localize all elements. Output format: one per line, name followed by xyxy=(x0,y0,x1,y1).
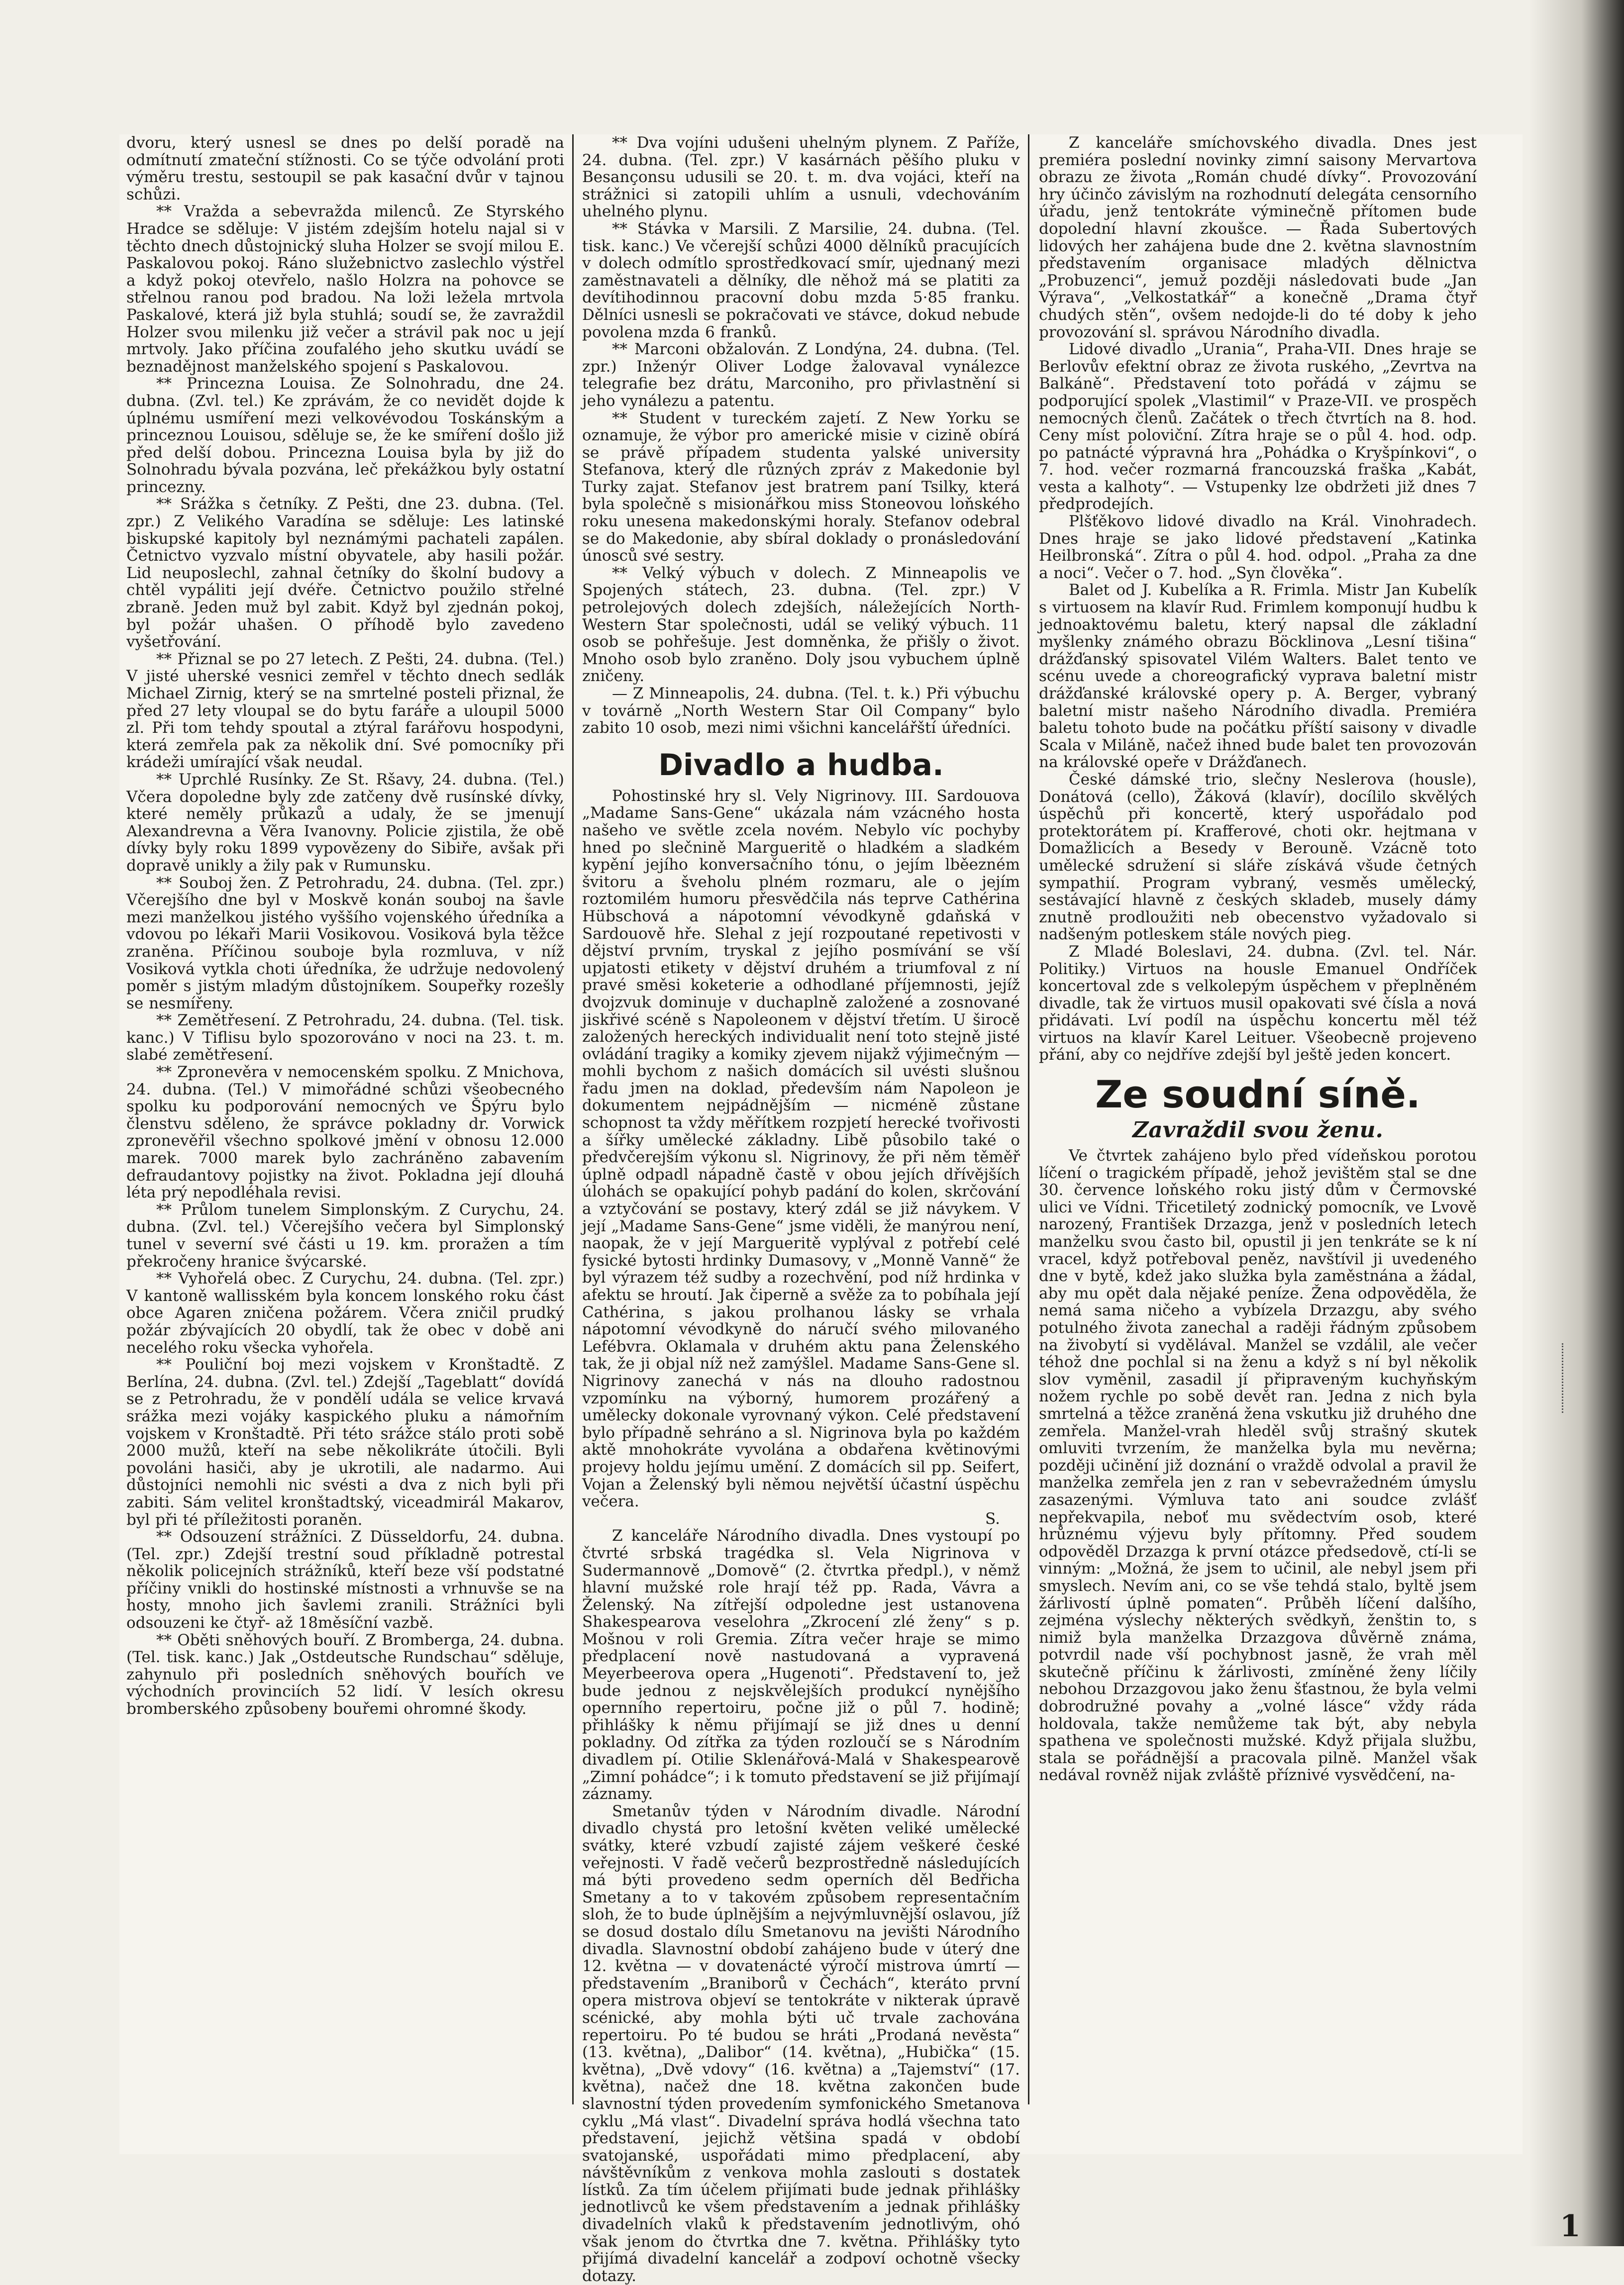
article: Pohostinské hry sl. Vely Nigrinovy. III. Sardouova „Madame Sans-Gene“ ukázala nám vzácného hosta našeho ve světle zcela novém. Nebylo víc pochyby hned po slečnině Margueritě o hladkém a sladkém kypění jejího konversačního tónu, o jejím lběezném švitoru a šveholu plném rozmaru, ale o jejím roztomilém humoru přesvědčila nás teprve Cathérina Hübschová a nápotomní vévodkyně gdaňská v Sardouově hře. Slehal z její rozpoutané repetivosti v dějství prvním, tryskal z jejího posmívání se vší upjatosti etikety v dějství druhém a triumfoval z ní pravé směsi koketerie a odhodlané příjemnosti, jejíž dvojzvuk dominuje v duchaplně založené a zosnované jiskřivé scéně s Napoleonem v dějství třetím. U širocě založených hereckých individualit není toto stejně jisté ovládání tragiky a komiky zjevem nijakž výjimečným — mohli bychom z našich domácích sil uvésti slušnou řadu jmen na doklad, především nám Napoleon je dokumentem nejpádnějším — nicméně zůstane schopnost ta vždy měřítkem rozpjetí herecké tvořivosti a šířky umělecké základny. Libě působilo také o předvčerejším výkonu sl. Nigrinovy, že při něm těměř úplně odpadl nápadně častě v obou jejích dřívějších úlohách se opakující pohyb padání do kolen, skrčování a vztyčování se postavy, který zdál se již návykem. V její „Madame Sans-Gene“ jsme viděli, že manýrou není, naopak, že v její Margueritě vyplýval z potřebí celé fysické bytosti hrdinky Dumasovy, v „Monně Vanně“ že byl výrazem též sudby a rozechvění, pod níž hrdinka v afektu se hroutí. Jak čiperně a svěže za to pobíhala její Cathérina, s jakou prolhanou lásky se vrhala nápotomní vévodkyně do náručí svého milovaného Lefébvra. Oklamala v druhém aktu pana Želenského tak, že ji objal níž než zamýšlel. Madame Sans-Gene sl. Nigrinovy zanechá v nás na dlouho radostnou vzpomínku na výborný, humorem prozářený a umělecky dokonale vyrovnaný výkon. Celé představení bylo případně sehráno a sl. Nigrinova byla po každém aktě mnohokráte vyvolána a obdařena květinovými projevy holdu jejímu umění. Z domácích sil pp. Seifert, Vojan a Želenský byli němou největší účastní úspěchu večera. xyxy=(582,787,1020,1511)
article: ** Uprchlé Rusínky. Ze St. Ršavy, 24. dubna. (Tel.) Včera dopoledne byly zde zatčeny dvě rusínské dívky, které neměly průkazů a udaly, že se jmenují Alexandrevna a Věra Ivanovny. Policie zjistila, že obě dívky byly roku 1899 vypovězeny do Sibiře, avšak při dopravě unikly a žily pak v Rumunsku. xyxy=(126,770,564,875)
article: Z Mladé Boleslavi, 24. dubna. (Zvl. tel. Nár. Politiky.) Virtuos na housle Emanuel Ondříček koncertoval zde s velkolepým úspěchem v přeplněném divadle, tak že virtuos musil opakovati své čísla a nová přidávati. Lví podíl na úspěchu koncertu měl též virtuos na klavír Karel Leituer. Všeobecně projeveno přání, aby co nejdříve zdejší byl ještě jeden koncert. xyxy=(1039,942,1477,1064)
article: ** Průlom tunelem Simplonským. Z Curychu, 24. dubna. (Zvl. tel.) Včerejšího večera byl Simplonský tunel v severní své části u 19. km. proražen a tím překročeny hranice švýcarské. xyxy=(126,1200,564,1271)
column-divider xyxy=(572,134,574,2104)
article: Z kanceláře smíchovského divadla. Dnes jest premiéra poslední novinky zimní saisony Mervartova obrazu ze života „Román chudé dívky“. Provozování hry účinčo závislým na rozhodnutí delegáta censorního úřadu, jenž tentokráte výminečně přítomen bude dopolední hlavní zkoušce. — Řada Subertových lidových her zahájena bude dne 2. května slavnostním představením organisace mladých dělnictva „Probuzenci“, jemuž později následovati bude „Jan Výrava“, „Velkostatkář“ a konečně „Drama čtyř chudých stěn“, ovšem nedojde-li do té doby k jeho provozování sl. správou Národního divadla. xyxy=(1039,134,1477,341)
article: ** Srážka s četníky. Z Pešti, dne 23. dubna. (Tel. zpr.) Z Velikého Varadína se sděluje: Les latinské biskupské kapitoly byl neznámými pachateli zapálen. Četnictvo vyzvalo místní obyvatele, aby hasili požár. Lid neuposlechl, zahnal četníky do školní budovy a chtěl vypáliti její dvéře. Četnictvo použilo střelné zbraně. Jeden muž byl zabit. Když byl zjednán pokoj, byl požár uhašen. O příhodě bylo zavedeno vyšetřování. xyxy=(126,495,564,651)
article: Plšťěkovo lidové divadlo na Král. Vinohradech. Dnes hraje se jako lidové představení „Katinka Heilbronská“. Zítra o půl 4. hod. odpol. „Praha za dne a noci“. Večer o 7. hod. „Syn člověka“. xyxy=(1039,512,1477,582)
article: ** Pouliční boj mezi vojskem v Kronštadtě. Z Berlína, 24. dubna. (Zvl. tel.) Zdejší „Tageblatt“ dovídá se z Petrohradu, že v pondělí udála se velice krvavá srážka mezi vojáky kaspického pluku a námořním vojskem v Kronštadtě. Při této srážce stálo proti sobě 2000 mužů, kteří na sebe několikráte útočili. Byli povoláni hasiči, aby je ukrotili, ale nadarmo. Aui důstojníci nemohli nic svésti a dva z nich byli při zabiti. Sám velitel kronštadtský, viceadmirál Makarov, byl při té příležitosti poraněn. xyxy=(126,1356,564,1529)
article: Z kanceláře Národního divadla. Dnes vystoupí po čtvrté srbská tragédka sl. Vela Nigrinova v Sudermannově „Domově“ (2. čtvrtka předpl.), v němž hlavní mužské role hrají též pp. Rada, Vávra a Želenský. Na zítřejší odpoledne jest ustanovena Shakespearova veselohra „Zkrocení zlé ženy“ s p. Mošnou v roli Gremia. Zítra večer hraje se mimo předplacení nově nastudovaná a vypravená Meyerbeerova opera „Hugenoti“. Představení to, jež bude jednou z nejskvělejších produkcí nynějšího opernního repertoiru, počne již o půl 7. hodině; přihlášky k němu přijímají se již dnes u denní pokladny. Od zítřka za týden rozloučí se s Národním divadlem pí. Otilie Sklenářová-Malá v Shakespearově „Zimní pohádce“; i k tomuto představení se již přijímají záznamy. xyxy=(582,1527,1020,1803)
article: České dámské trio, slečny Neslerova (housle), Donátová (cello), Žáková (klavír), docílilo skvělých úspěchů při koncertě, který uspořádalo pod protektorátem pí. Krafferové, choti okr. hejtmana v Domažlicích a Besedy v Berouně. Vzácně toto umělecké sdružení si sláře získává všude četných sympathií. Program vybraný, vesměs umělecký, sestávající hlavně z českých skladeb, musely dámy znutně prodloužiti neb obecenstvo vyžadovalo si nadšeným potleskem stále nových pieg. xyxy=(1039,770,1477,944)
article: ** Velký výbuch v dolech. Z Minneapolis ve Spojených státech, 23. dubna. (Tel. zpr.) V petrolejových dolech zdejších, náležejících North-Western Star společnosti, udál se veliký výbuch. 11 osob se pohřešuje. Jest domněnka, že přišly o život. Mnoho osob bylo zraněno. Doly jsou vybuchem úplně zničeny. xyxy=(582,564,1020,686)
folio-mark: 1 xyxy=(1560,2209,1581,2244)
newspaper-page xyxy=(119,134,1522,2285)
scan-artifact xyxy=(1562,1343,1575,1413)
article: Balet od J. Kubelíka a R. Frimla. Mistr Jan Kubelík s virtuosem na klavír Rud. Frimlem komponují hudbu k jednoaktovému baletu, který napsal dle základní myšlenky známého obrazu Böcklinova „Lesní tišina“ drážďanský spisovatel Vilém Walters. Balet tento ve scénu uvede a choreografický vyprava baletní mistr drážďanské královské opery p. A. Berger, vybraný baletní mistr našeho Národního divadla. Premiéra baletu tohoto bude na počátku příští saisony v divadle Scala v Miláně, načež ihned bude balet ten provozován na královské opeře v Drážďanech. xyxy=(1039,581,1477,772)
article: dvoru, který usnesl se dnes po delší poradě na odmítnutí zmateční stížnosti. Co se týče odvolání proti výměru trestu, sestoupil se pak kasační dvůr v tajnou schůzi. xyxy=(126,134,564,203)
article: ** Přiznal se po 27 letech. Z Pešti, 24. dubna. (Tel.) V jisté uherské vesnici zemřel v těchto dnech sedlák Michael Zirnig, který se na smrtelné posteli přiznal, že před 27 lety vloupal se do bytu faráře a uloupil 5000 zl. Při tom tehdy spoutal a ztýral farářovu hospodyni, která zemřela pak za několik dní. Své pomocníky při krádeži umírající však neudal. xyxy=(126,650,564,772)
column-divider xyxy=(1028,134,1029,2104)
column-middle xyxy=(582,134,1020,2285)
column-left xyxy=(126,134,564,2099)
article: ** Vražda a sebevražda milenců. Ze Styrského Hradce se sděluje: V jistém zdejším hotelu najal si v těchto dnech důstojnický sluha Holzer se svojí milou E. Paskalovou pokoj. Ráno služebnictvo zaslechlo výstřel a když pokoj otevřelo, našlo Holzra na pohovce se střelnou ranou pod bradou. Na loži ležela mrtvola Paskalové, která již byla stuhlá; soudí se, že zavraždil Holzer svou milenku již večer a strávil pak noc u její mrtvoly. Jako příčina zoufalého jeho skutku uvádí se beznadějnost manželského spojení s Paskalovou. xyxy=(126,202,564,376)
article: ** Student v tureckém zajetí. Z New Yorku se oznamuje, že výbor pro americké misie v cizině obírá se právě případem studenta yalské university Stefanova, který dle různých zpráv z Makedonie byl Turky zajat. Stefanov jest bratrem paní Tsilky, která byla společně s misionářkou miss Stoneovou loňského roku unesena makedonskými horaly. Stefanov odebral se do Makedonie, aby sbíral doklady o pronásledování únosců své sestry. xyxy=(582,409,1020,565)
article: ** Oběti sněhových bouří. Z Bromberga, 24. dubna. (Tel. tisk. kanc.) Jak „Ostdeutsche Rundschau“ sděluje, zahynulo při posledních sněhových bouřích ve východních provinciích 52 lidí. V lesích okresu bromberského způsobeny bouřemi ohromné škody. xyxy=(126,1631,564,1718)
article: ** Zpronevěra v nemocenském spolku. Z Mnichova, 24. dubna. (Tel.) V mimořádné schůzi všeobecného spolku ku podporování nemocných ve Špýru bylo členstvu sděleno, že správce pokladny dr. Vorwick zpronevěřil všechno spolkové jmění v obnosu 12.000 marek. 7000 marek bylo zachráněno zabavením defraudantovy pojistky na život. Pokladna její dlouhá léta prý nepodléhala revisi. xyxy=(126,1063,564,1202)
section-heading-court: Ze soudní síně. xyxy=(1095,1072,1421,1117)
article: Smetanův týden v Národním divadle. Národní divadlo chystá pro letošní květen veliké umělecké svátky, které vzbudí zajisté zájem veškeré české veřejnosti. V řadě večerů bezprostředně následujících má býti provedeno sedm operních děl Bedřicha Smetany a to v takovém způsobem representačním sloh, že to bude úplnějším a nejvýmluvnější oslavou, jíž se dosud dostalo dílu Smetanovu na jevišti Národního divadla. Slavnostní období zahájeno bude v úterý dne 12. května — v dovatenácté výročí mistrova úmrtí — představením „Braniborů v Čechách“, kteráto první opera mistrova objeví se tentokráte v nikterak úpravě scénické, aby mohla býti uč trvale zachována repertoiru. Po té budou se hráti „Prodaná nevěsta“ (13. května), „Dalibor“ (14. května), „Hubička“ (15. května), „Dvě vdovy“ (16. května) a „Tajemství“ (17. května), načež dne 18. května zakončen bude slavnostní týden provedením symfonického Smetanova cyklu „Má vlast“. Divadelní správa hodlá všechna tato představení, jejichž většina spadá v období svatojanské, uspořádati mimo předplacení, aby návštěvníkům z venkova mohla zaslouti s dostatek lístků. Za tím účelem přijímati bude jednak přihlášky jednotlivců ke všem představením a jednak přihlášky divadelních vlaků k představením jednotlivým, ohó však jenom do čtvrtka dne 7. května. Přihlášky tyto přijímá divadelní kancelář a zodpoví ochotně všecky dotazy. xyxy=(582,1802,1020,2285)
article: ** Vyhořelá obec. Z Curychu, 24. dubna. (Tel. zpr.) V kantoně wallisském byla koncem lonského roku část obce Agaren zničena požárem. Včera zničil prudký požár zbývajících 20 obydlí, tak že obec v době ani necelého roku všecka vyhořela. xyxy=(126,1270,564,1357)
article: ** Souboj žen. Z Petrohradu, 24. dubna. (Tel. zpr.) Včerejšího dne byl v Moskvě konán souboj na šavle mezi manželkou jistého vyššího vojenského úředníka a vdovou po lékaři Marii Vosikovou. Vosiková byla těžce zraněna. Příčinou souboje byla rozmluva, v níž Vosiková vytkla choti úředníka, že udržuje nedovolený poměr s jistým mladým důstojníkem. Soupeřky rozešly se nesmířeny. xyxy=(126,874,564,1012)
article: Lidové divadlo „Urania“, Praha-VII. Dnes hraje se Berlovův efektní obraz ze života ruského, „Zevrtva na Balkáně“. Představení toto pořádá v zájmu se podporující spolek „Vlastimil“ v Praze-VII. ve prospěch nemocných členů. Začátek o třech čtvrtích na 8. hod. Ceny míst poloviční. Zítra hraje se o půl 4. hod. odp. po patnácté výpravná hra „Pohádka o Kryšpínkovi“, o 7. hod. večer rozmarná francouzská fraška „Kabát, vesta a kalhoty“. — Vstupenky lze obdržeti již dnes 7 předprodejích. xyxy=(1039,340,1477,513)
article-subheading: Zavraždil svou ženu. xyxy=(1132,1117,1383,1143)
page-edge-shadow xyxy=(1529,0,1624,2246)
article: ** Stávka v Marsili. Z Marsilie, 24. dubna. (Tel. tisk. kanc.) Ve včerejší schůzi 4000 dělníků pracujících v dolech odmítlo sprostředkovací smír, ujednaný mezi zaměstnavateli a dělníky, dle něhož má se platiti za devítihodinnou pracovní dobu mzda 5·85 franku. Dělníci usnesli se pokračovati ve stávce, dokud nebude povolena mzda 6 franků. xyxy=(582,219,1020,341)
article: — Z Minneapolis, 24. dubna. (Tel. t. k.) Při výbuchu v továrně „North Western Star Oil Company“ bylo zabito 10 osob, mezi nimi všichni kancelářští úředníci. xyxy=(582,685,1020,737)
article: Ve čtvrtek zahájeno bylo před vídeňskou porotou líčení o tragickém případě, jehož jevištěm stal se dne 30. července loňského roku jistý dům v Čermovské ulici ve Vídni. Třicetiletý zodnický pomocník, ve Lvově narozený, František Drzazga, jenž v posledních letech manželku svou často bil, opustil ji jen tenkráte se k ní vracel, když potřeboval peněz, navštívil ji uvedeného dne v bytě, kdež jako služka byla zaměstnána a žádal, aby mu opět dala nějaké peníze. Žena odpověděla, že nemá sama ničeho a vybízela Drzazgu, aby svého potulného života zanechal a raději řádným způsobem na živobytí si vydělával. Manžel se vzdálil, ale večer téhož dne pochlal si na ženu a když s ní byl několik slov vyměnil, zasadil jí připraveným kuchyňským nožem rychle po sobě devět ran. Jedna z nich byla smrtelná a těžce zraněná žena vskutku již druhého dne zemřela. Manžel-vrah hleděl svůj strašný skutek omluviti tvrzením, že manželka byla mu nevěrna; později učinění již doznání o vraždě odvolal a pravil že manželka zemřela jen z ran v sebevražedném úmyslu zasazenými. Výmluva tato ani soudce zvlášť nepřekvapila, neboť mu svědectvím osob, které hrůznému výjevu byly přítomny. Před soudem odpověděl Drzazga k první otázce předsedově, ctí-li se vinným: „Možná, že jsem to učinil, ale nebyl jsem při smyslech. Nevím ani, co se vše tehdá stalo, byltě jsem žárlivostí úplně pomaten“. Průběh líčení dalšího, zejména výslechy některých svědkyň, ženštin to, s nimiž byla manželka Drzazgova důvěrně známa, potvrdil nade vší pochybnost jasně, že vrah měl skutečně příčinu k žárlivosti, zmíněné ženy líčily nebohou Drzazgovou jako ženu šťastnou, že byla velmi dobrodružné povahy a „volné lásce“ vždy ráda holdovala, takže nemůžeme tak být, aby nebyla spathena ve společnosti mužské. Když přijala službu, stala se pořádnější a pracovala pilně. Manžel však nedával rovněž nijak zvláště příznivé vysvědčení, na- xyxy=(1039,1147,1477,1785)
article: ** Odsouzení strážníci. Z Düsseldorfu, 24. dubna. (Tel. zpr.) Zdejší trestní soud příkladně potrestal několik policejních strážníků, kteří beze vší podstatné příčiny vnikli do hostinské místnosti a vrhnuvše se na hosty, mnoho jich šavlemi zranili. Strážníci byli odsouzeni ke čtyř- až 18měsíční vazbě. xyxy=(126,1528,564,1632)
article: ** Princezna Louisa. Ze Solnohradu, dne 24. dubna. (Zvl. tel.) Ke zprávám, že co nevidět dojde k úplnému usmíření mezi velkovévodou Toskánským a princeznou Louisou, sděluje se, že ke smíření došlo již před delší dobou. Princezna Louisa byla by již do Solnohradu bývala pozvána, leč překážkou byly ostatní princezny. xyxy=(126,375,564,496)
section-heading-theatre: Divadlo a hudba. xyxy=(658,747,944,783)
article-signature: S. xyxy=(985,1509,1000,1528)
column-right xyxy=(1039,134,1477,2099)
article: ** Zemětřesení. Z Petrohradu, 24. dubna. (Tel. tisk. kanc.) V Tiflisu bylo spozorováno v noci na 23. t. m. slabé zemětřesení. xyxy=(126,1011,564,1064)
article: ** Marconi obžalován. Z Londýna, 24. dubna. (Tel. zpr.) Inženýr Oliver Lodge žalovaval vynálezce telegrafie bez drátu, Marconiho, pro přivlastnění si jeho vynálezu a patentu. xyxy=(582,340,1020,410)
article: ** Dva vojíni udušeni uhelným plynem. Z Paříže, 24. dubna. (Tel. zpr.) V kasárnách pěšího pluku v Besançonsu udusili se 20. t. m. dva vojáci, kteří na strážnici si zatopili uhlím a usnuli, vdechováním uhelného plynu. xyxy=(582,134,1020,221)
